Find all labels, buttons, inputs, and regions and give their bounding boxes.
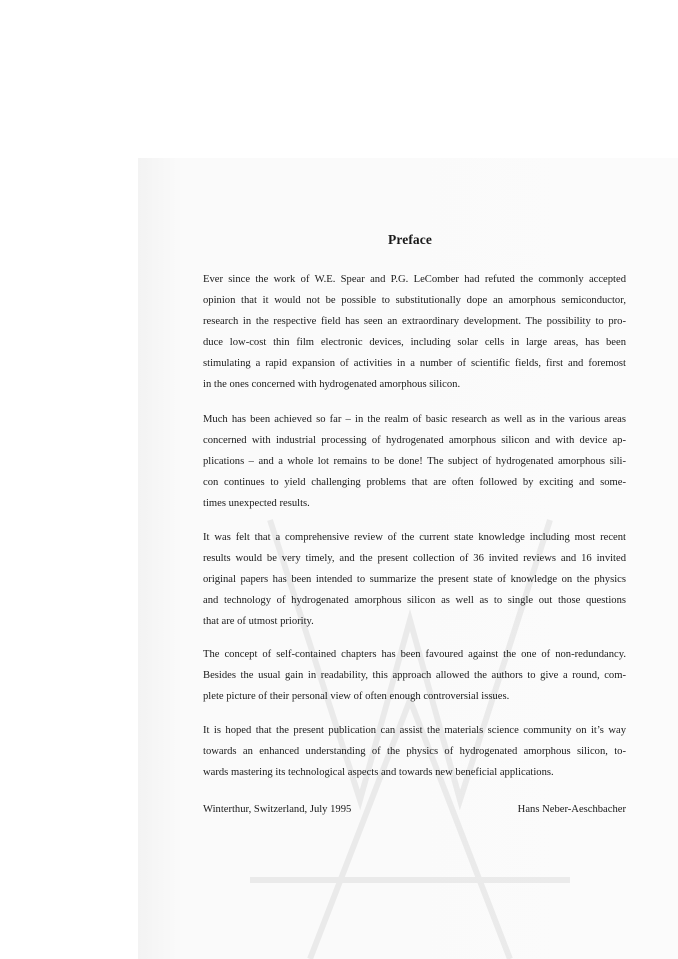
paragraph-line: towards an enhanced understanding of the physics of hydrogenated amorphous silicon, to- — [203, 746, 626, 757]
paragraph-line: plications – and a whole lot remains to be done! The subject of hydrogenated amorphous sili- — [203, 456, 626, 467]
paragraph-line: It is hoped that the present publication can assist the materials science community on it’s way — [203, 725, 626, 736]
paragraph-1 — [203, 269, 626, 395]
paragraph-line: duce low-cost thin film electronic devices, including solar cells in large areas, has been — [203, 337, 626, 348]
paragraph-2 — [203, 409, 626, 514]
paragraph-line: original papers has been intended to summarize the present state of knowledge on the physics — [203, 574, 626, 585]
paragraph-line: and technology of hydrogenated amorphous silicon as well as to single out those questions — [203, 595, 626, 606]
signoff — [203, 804, 626, 815]
paragraph-line: Besides the usual gain in readability, this approach allowed the authors to give a round, com- — [203, 670, 626, 681]
paragraph-line: stimulating a rapid expansion of activities in a number of scientific fields, first and foremost — [203, 358, 626, 369]
paragraph-line: plete picture of their personal view of often enough controversial issues. — [203, 691, 510, 702]
author-name: Hans Neber-Aeschbacher — [517, 804, 626, 815]
paragraph-line: research in the respective field has seen an extraordinary development. The possibility to pro- — [203, 316, 626, 327]
paragraph-line: The concept of self-contained chapters has been favoured against the one of non-redundancy. — [203, 649, 626, 660]
page-title: Preface — [388, 232, 432, 247]
paragraph-line: Much has been achieved so far – in the realm of basic research as well as in the various areas — [203, 414, 626, 425]
paragraph-line: Ever since the work of W.E. Spear and P.G. LeComber had refuted the commonly accepted — [203, 274, 626, 285]
place-date: Winterthur, Switzerland, July 1995 — [203, 804, 352, 815]
paragraph-line: concerned with industrial processing of hydrogenated amorphous silicon and with device ap- — [203, 435, 626, 446]
paragraph-line: It was felt that a comprehensive review of the current state knowledge including most recent — [203, 532, 626, 543]
paragraph-line: con continues to yield challenging problems that are often followed by exciting and some- — [203, 477, 626, 488]
paragraph-line: in the ones concerned with hydrogenated amorphous silicon. — [203, 379, 461, 390]
paragraph-line: wards mastering its technological aspects and towards new beneficial applications. — [203, 767, 554, 778]
paragraph-4 — [203, 644, 626, 707]
paragraph-3 — [203, 527, 626, 632]
paragraph-line: times unexpected results. — [203, 498, 310, 509]
paragraph-line: results would be very timely, and the present collection of 36 invited reviews and 16 invited — [203, 553, 626, 564]
paragraph-5 — [203, 720, 626, 783]
paragraph-line: opinion that it would not be possible to substitutionally dope an amorphous semiconductor, — [203, 295, 626, 306]
paragraph-line: that are of utmost priority. — [203, 616, 314, 627]
